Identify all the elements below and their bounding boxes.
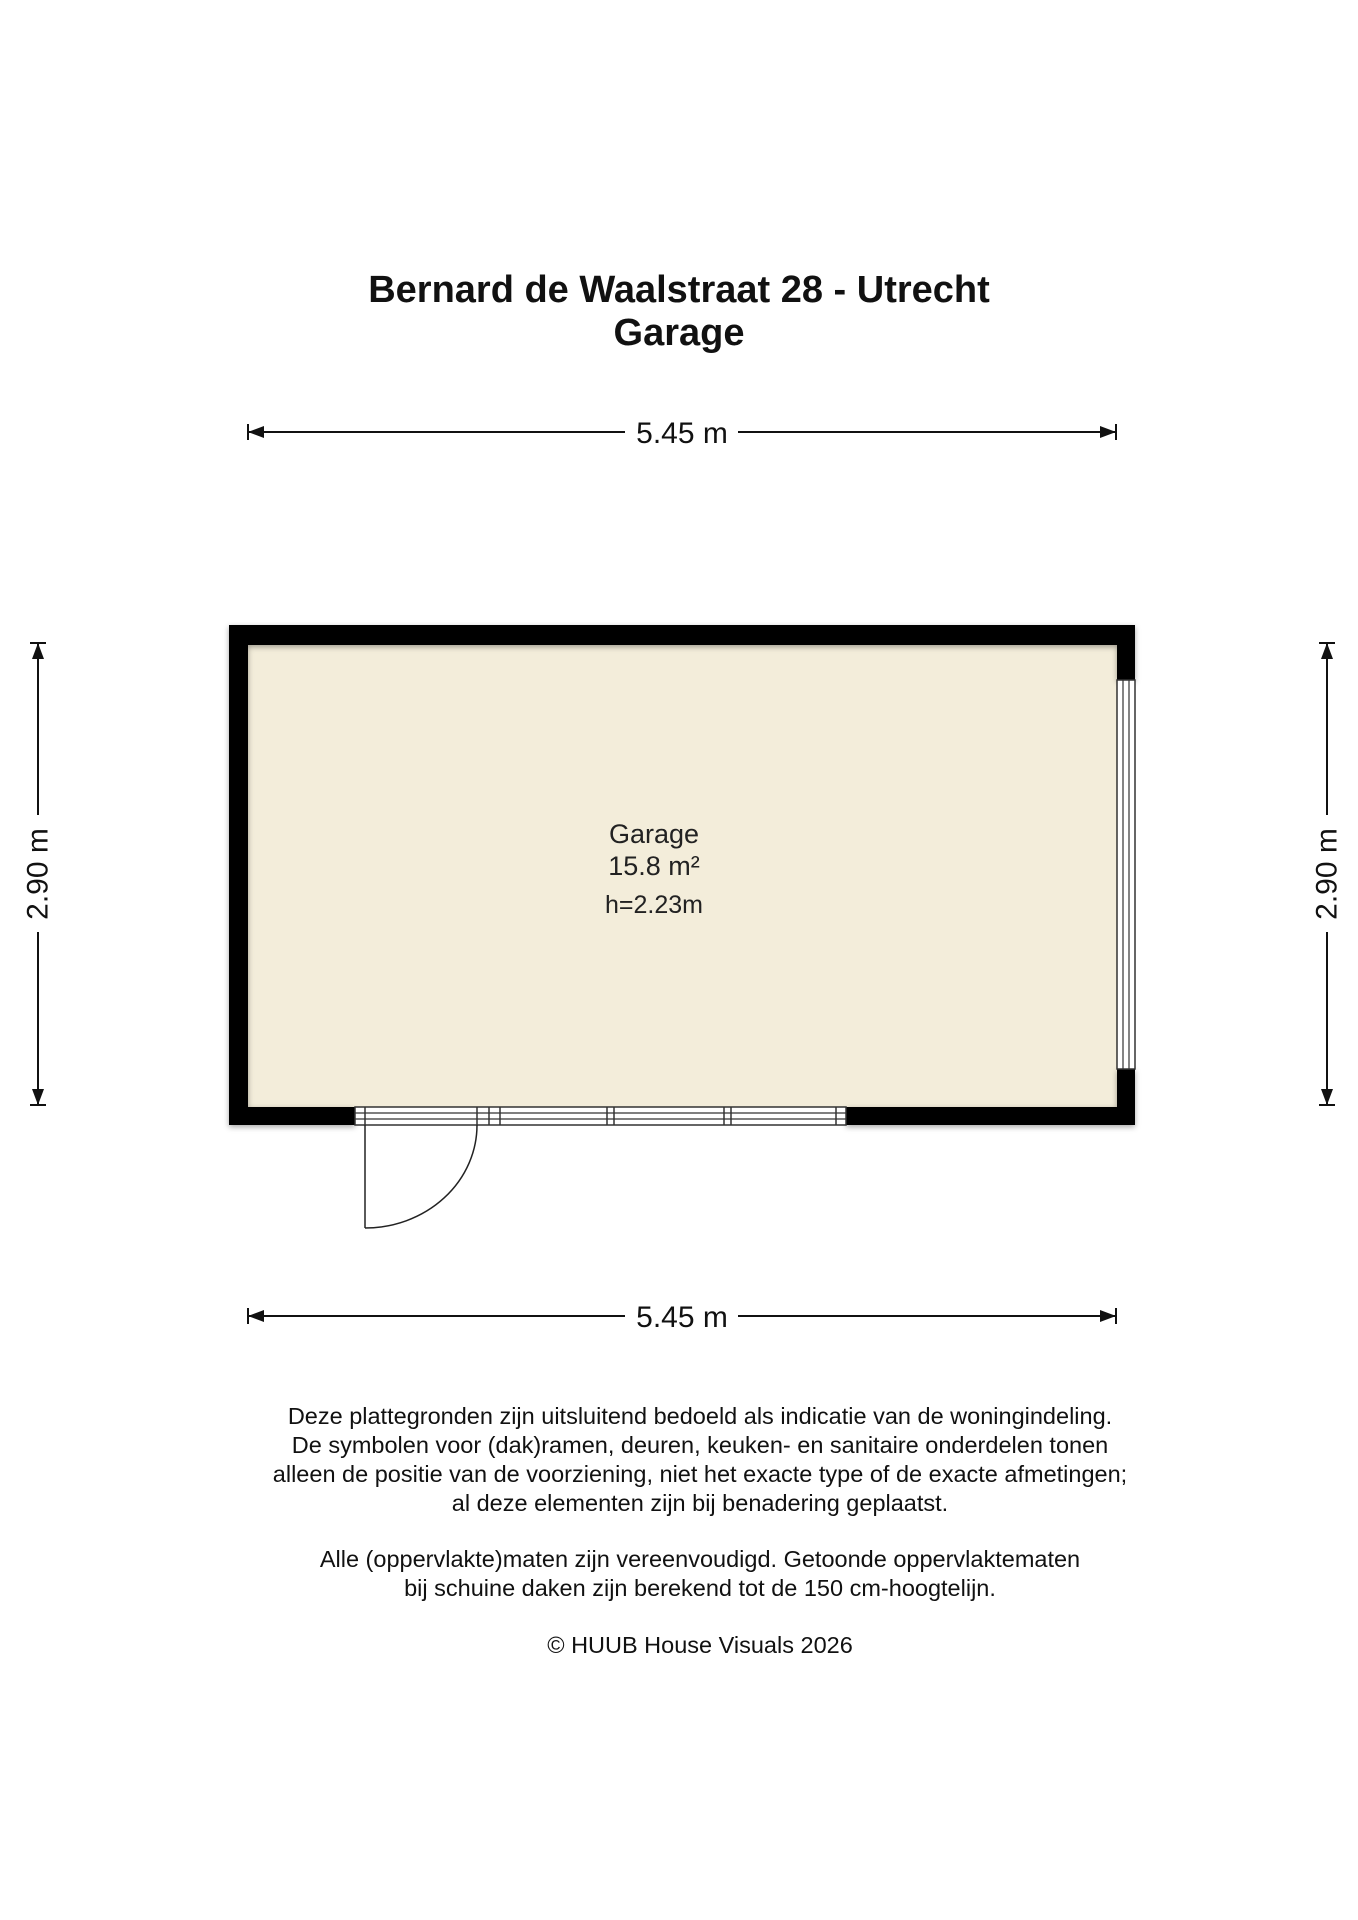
disclaimer-line: bij schuine daken zijn berekend tot de 150 cm-hoogtelijn.: [404, 1575, 996, 1601]
door-swing: [365, 1125, 477, 1228]
disclaimer-line: Deze plattegronden zijn uitsluitend bedoeld als indicatie van de woningindeling.: [287, 1403, 1113, 1429]
dimension-top: [248, 417, 1116, 450]
dimension-top-label: 5.45 m: [636, 417, 728, 450]
dimension-right-label: 2.90 m: [1310, 828, 1344, 920]
disclaimer-paragraph-2: [0, 1545, 1358, 1603]
disclaimer-paragraph-1: [0, 1402, 1358, 1518]
disclaimer-line: De symbolen voor (dak)ramen, deuren, keuken- en sanitaire onderdelen tonen: [291, 1432, 1109, 1458]
dimension-bottom: [248, 1301, 1116, 1334]
disclaimer-line: al deze elementen zijn bij benadering geplaatst.: [451, 1490, 949, 1516]
disclaimer-line: Alle (oppervlakte)maten zijn vereenvoudigd. Getoonde oppervlaktematen: [319, 1546, 1081, 1572]
window-right: [1117, 680, 1135, 1069]
copyright-notice: © HUUB House Visuals 2026: [547, 1632, 853, 1658]
room-area: 15.8 m²: [608, 851, 700, 881]
window-bottom: [355, 1107, 846, 1125]
room-height: h=2.23m: [605, 891, 703, 919]
room-name: Garage: [608, 819, 700, 849]
disclaimer-line: alleen de positie van de voorziening, niet het exacte type of de exacte afmetingen;: [272, 1461, 1128, 1487]
dimension-right: [1311, 643, 1344, 1105]
dimension-left-label: 2.90 m: [21, 828, 55, 920]
plan-title: Bernard de Waalstraat 28 - Utrecht: [368, 269, 990, 311]
plan-subtitle: Garage: [613, 312, 745, 354]
dimension-bottom-label: 5.45 m: [636, 1301, 728, 1334]
dimension-left: [22, 643, 55, 1105]
